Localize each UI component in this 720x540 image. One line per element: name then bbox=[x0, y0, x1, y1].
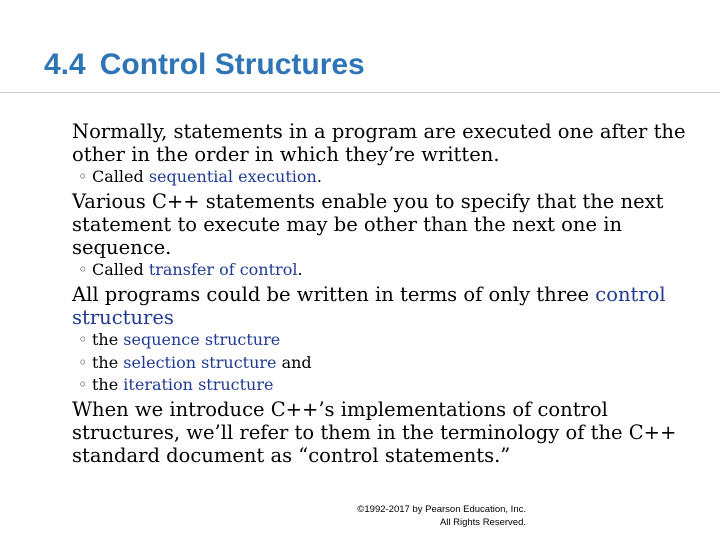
bullet-text: Various C++ statements enable you to specify that the next statement to execute may be other than the next one in sequence. bbox=[72, 190, 664, 259]
sub-bullet-suffix: . bbox=[316, 167, 322, 186]
sub-bullet-prefix: Called bbox=[92, 260, 149, 279]
key-term: iteration structure bbox=[123, 375, 274, 394]
slide-title bbox=[44, 48, 365, 82]
sub-bullet-prefix: the bbox=[92, 330, 124, 349]
copyright-notice bbox=[300, 503, 526, 529]
sub-bullet-item bbox=[78, 330, 280, 350]
sub-bullet-item bbox=[78, 260, 303, 280]
sub-bullet-suffix: . bbox=[297, 260, 303, 279]
key-term: sequence structure bbox=[123, 330, 281, 349]
sub-bullet-suffix: and bbox=[276, 353, 312, 372]
key-term: transfer of control bbox=[148, 260, 298, 279]
sub-bullet-prefix: the bbox=[92, 375, 124, 394]
sub-bullet-item bbox=[78, 375, 273, 395]
title-text: Control Structures bbox=[99, 48, 365, 81]
sub-bullet-marker-icon: ◦ bbox=[78, 353, 88, 372]
section-number: 4.4 bbox=[44, 48, 86, 81]
bullet-item bbox=[72, 190, 692, 259]
key-term: control structures bbox=[72, 283, 666, 329]
sub-bullet-marker-icon: ◦ bbox=[78, 375, 88, 394]
bullet-item bbox=[72, 120, 692, 166]
sub-bullet-prefix: the bbox=[92, 353, 124, 372]
key-term: selection structure bbox=[123, 353, 277, 372]
key-term: sequential execution bbox=[148, 167, 317, 186]
sub-bullet-prefix: Called bbox=[92, 167, 149, 186]
bullet-text-prefix: All programs could be written in terms of only three bbox=[72, 283, 596, 306]
bullet-text: Normally, statements in a program are executed one after the other in the order in which they’re written. bbox=[72, 120, 686, 166]
sub-bullet-marker-icon: ◦ bbox=[78, 167, 88, 186]
bullet-item bbox=[72, 283, 692, 329]
copyright-line: ©1992-2017 by Pearson Education, Inc. bbox=[357, 504, 526, 515]
rights-line: All Rights Reserved. bbox=[439, 517, 526, 528]
title-divider bbox=[0, 92, 720, 93]
bullet-text: When we introduce C++’s implementations of control structures, we’ll refer to them in the terminology of the C++ standard document as “control statements.” bbox=[72, 398, 677, 467]
sub-bullet-item bbox=[78, 167, 322, 187]
sub-bullet-item bbox=[78, 353, 312, 373]
sub-bullet-marker-icon: ◦ bbox=[78, 260, 88, 279]
sub-bullet-marker-icon: ◦ bbox=[78, 330, 88, 349]
bullet-item bbox=[72, 398, 692, 467]
